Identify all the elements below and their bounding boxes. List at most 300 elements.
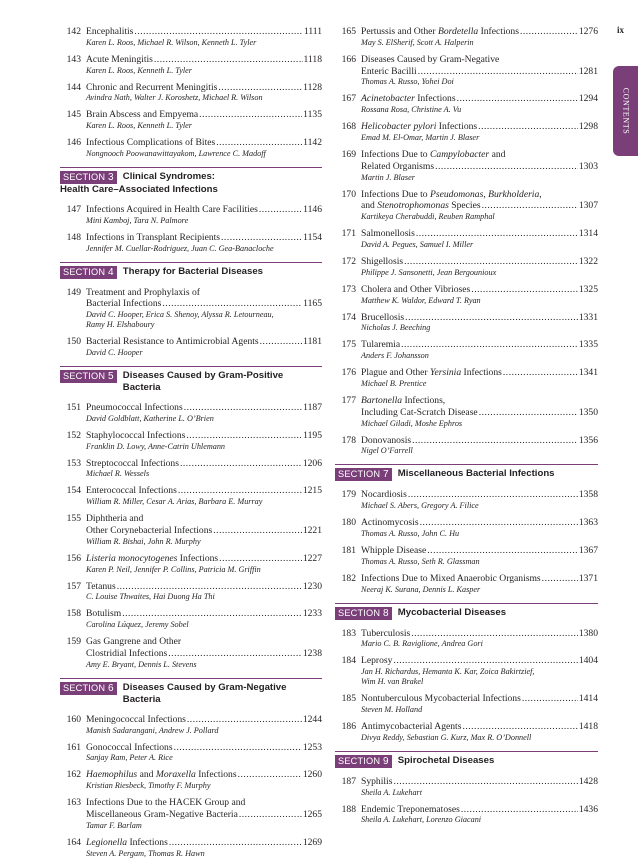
leader-dots (411, 628, 578, 640)
page-reference: 1367 (578, 544, 598, 556)
toc-entry[interactable] (335, 655, 598, 687)
chapter-authors: Avindra Nath, Walter J. Koroshetz, Michael R. Wilson (86, 93, 263, 103)
chapter-number: 147 (66, 203, 81, 215)
chapter-title-line (361, 256, 598, 268)
chapter-title-block (86, 109, 322, 121)
leader-dots (239, 809, 302, 821)
page-reference: 1303 (578, 160, 598, 172)
chapter-title-block (86, 402, 322, 414)
leader-dots (478, 121, 578, 133)
toc-entry[interactable] (60, 714, 322, 736)
chapter-title-block (86, 513, 322, 537)
chapter-title-line (86, 742, 322, 754)
toc-entry-row (60, 608, 322, 620)
chapter-title-block (86, 608, 322, 620)
chapter-title-block (361, 517, 598, 529)
toc-entry[interactable] (60, 54, 322, 76)
chapter-title-line (361, 489, 598, 501)
page-reference: 1380 (578, 627, 598, 639)
chapter-title: Infections Due to the HACEK Group and (86, 797, 246, 809)
toc-entry-row (335, 655, 598, 667)
toc-entry[interactable] (335, 721, 598, 743)
chapter-title-block (361, 339, 598, 351)
chapter-title-line (361, 284, 598, 296)
chapter-authors: William R. Miller, Cesar A. Arias, Barbara E. Murray (86, 497, 263, 507)
toc-entry-row (60, 402, 322, 414)
chapter-title: Treatment and Prophylaxis of (86, 286, 200, 298)
chapter-title: and Stenotrophomonas Species (361, 200, 481, 212)
chapter-number: 153 (66, 457, 81, 469)
toc-entry-row (60, 336, 322, 348)
leader-dots (117, 581, 302, 593)
section-number: 4 (108, 266, 114, 278)
chapter-title-block (86, 769, 322, 781)
page-reference: 1341 (578, 367, 598, 379)
chapter-authors: Tamar F. Barlam (86, 820, 142, 830)
page-reference: 1276 (578, 26, 598, 37)
chapter-title: Encephalitis (86, 26, 134, 37)
section-label: SECTION (338, 755, 383, 766)
leader-dots (218, 82, 302, 94)
toc-entry[interactable] (335, 628, 598, 650)
chapter-authors: Jennifer M. Cuellar-Rodriguez, Juan C. Gea-Banacloche (86, 243, 274, 253)
section-rule (60, 678, 322, 679)
toc-entry[interactable] (335, 149, 598, 183)
toc-entry-row (335, 545, 598, 557)
leader-dots (169, 837, 302, 849)
toc-entry[interactable] (335, 121, 598, 143)
contents-side-tab (613, 66, 638, 156)
chapter-number: 163 (66, 797, 81, 809)
page-number: ix (616, 25, 624, 35)
page-reference: 1414 (578, 693, 598, 705)
toc-entry-row (60, 430, 322, 442)
chapter-authors: May S. ElSherif, Scott A. Halperin (361, 37, 474, 47)
chapter-title-block (361, 573, 598, 585)
chapter-title-block (361, 721, 598, 733)
chapter-title: Nocardiosis (361, 489, 407, 501)
section-heading (335, 468, 598, 481)
page-reference: 1335 (578, 339, 598, 351)
section-heading (60, 370, 322, 394)
page-reference: 1128 (303, 81, 322, 93)
chapter-title-line (86, 109, 322, 121)
chapter-number: 164 (66, 836, 81, 848)
chapter-title-line (86, 608, 322, 620)
side-tab-label: CONTENTS (621, 87, 630, 135)
page-reference: 1118 (303, 53, 322, 65)
chapter-authors: Thomas A. Russo, John C. Hu (361, 528, 460, 538)
chapter-title-block (86, 714, 322, 726)
toc-entry[interactable] (60, 742, 322, 764)
toc-entry-row (60, 485, 322, 497)
chapter-authors: Michael S. Abers, Gregory A. Filice (361, 501, 479, 511)
toc-entry-row (60, 553, 322, 565)
leader-dots (187, 714, 302, 726)
chapter-authors: Martin J. Blaser (361, 172, 415, 182)
chapter-title: Clostridial Infections (86, 647, 168, 659)
chapter-title-line (86, 769, 322, 781)
section-badge (60, 171, 117, 184)
page-reference: 1154 (303, 231, 322, 243)
toc-entry-row (335, 721, 598, 733)
chapter-title-block (361, 121, 598, 133)
leader-dots (503, 367, 578, 379)
toc-entry-row (60, 232, 322, 244)
chapter-title: Meningococcal Infections (86, 713, 186, 725)
chapter-title-line (361, 93, 598, 105)
chapter-number: 166 (341, 53, 356, 65)
chapter-title: Haemophilus and Moraxella Infections (86, 769, 237, 781)
section-badge (335, 468, 392, 481)
page-reference: 1281 (578, 65, 598, 77)
chapter-title-line (361, 776, 598, 788)
toc-entry[interactable] (60, 485, 322, 507)
section-label: SECTION (63, 171, 108, 182)
chapter-title-block (86, 485, 322, 497)
section-header (60, 678, 322, 706)
chapter-title-block (86, 636, 322, 660)
chapter-title-block (361, 693, 598, 705)
section-rule (335, 603, 598, 604)
toc-entry[interactable] (335, 228, 598, 250)
toc-entry[interactable] (60, 137, 322, 159)
chapter-title: Whipple Disease (361, 544, 427, 556)
chapter-title-line (86, 458, 322, 470)
chapter-title-block (361, 655, 598, 667)
chapter-title-line (86, 336, 322, 348)
page-reference: 1363 (578, 517, 598, 529)
chapter-number: 158 (66, 608, 81, 620)
chapter-title: Tetanus (86, 580, 116, 592)
section-header (335, 751, 598, 768)
chapter-number: 187 (341, 775, 356, 787)
toc-entry[interactable] (335, 517, 598, 539)
toc-entry[interactable] (335, 395, 598, 429)
leader-dots (401, 339, 578, 351)
toc-entry[interactable] (335, 367, 598, 389)
chapter-title-block (361, 284, 598, 296)
toc-entry[interactable] (335, 312, 598, 334)
chapter-authors: Matthew K. Waldor, Edward T. Ryan (361, 295, 481, 305)
toc-entry[interactable] (60, 608, 322, 630)
chapter-authors: David C. Hooper, Erica S. Shenoy, Alyssa R. Letourneau, (86, 310, 274, 320)
toc-entry-row (335, 149, 598, 173)
section-heading (60, 682, 322, 706)
toc-entry-row (335, 93, 598, 105)
toc-entry-row (335, 435, 598, 447)
chapter-authors: David C. Hooper (86, 347, 143, 357)
section-header (60, 366, 322, 394)
chapter-title: Including Cat-Scratch Disease (361, 406, 478, 418)
toc-entry[interactable] (60, 581, 322, 603)
chapter-title-block (86, 287, 322, 311)
chapter-title-block (86, 553, 322, 565)
page-reference: 1350 (578, 406, 598, 418)
chapter-title: Syphilis (361, 775, 393, 787)
leader-dots (259, 204, 302, 216)
toc-entry[interactable] (60, 232, 322, 254)
chapter-authors: Carolina Lúquez, Jeremy Sobel (86, 620, 189, 630)
toc-entry-row (60, 26, 322, 38)
chapter-title-block (86, 430, 322, 442)
toc-right-column (335, 26, 598, 831)
toc-entry[interactable] (335, 93, 598, 115)
section-number: 8 (383, 607, 389, 619)
chapter-number: 154 (66, 485, 81, 497)
section-label: SECTION (338, 469, 383, 480)
toc-entry[interactable] (60, 769, 322, 791)
chapter-title: Pertussis and Other Bordetella Infections (361, 26, 519, 37)
page-reference: 1233 (302, 608, 322, 620)
chapter-number: 179 (341, 489, 356, 501)
leader-dots (219, 553, 302, 565)
chapter-title: Helicobacter pylori Infections (361, 121, 478, 133)
section-header (60, 262, 322, 279)
leader-dots (520, 26, 578, 38)
chapter-title: Infections Due to Mixed Anaerobic Organisms (361, 572, 541, 584)
chapter-authors: Kristian Riesbeck, Timothy F. Murphy (86, 781, 211, 791)
toc-entry-row (335, 517, 598, 529)
chapter-authors: Mario C. B. Raviglione, Andrea Gori (361, 639, 483, 649)
chapter-title: Listeria monocytogenes Infections (86, 552, 219, 564)
section-rule (60, 366, 322, 367)
toc-entry[interactable] (335, 256, 598, 278)
toc-entry[interactable] (335, 545, 598, 567)
chapter-authors: Thomas A. Russo, Seth R. Glassman (361, 556, 480, 566)
leader-dots (162, 298, 302, 310)
chapter-number: 172 (341, 255, 356, 267)
chapter-number: 160 (66, 713, 81, 725)
chapter-title-block (86, 336, 322, 348)
chapter-number: 167 (341, 93, 356, 105)
chapter-title: Other Corynebacterial Infections (86, 524, 213, 536)
chapter-authors: Michael Giladi, Moshe Ephros (361, 418, 463, 428)
chapter-title: Salmonellosis (361, 228, 415, 240)
chapter-authors: Anders F. Johansson (361, 351, 429, 361)
toc-entry-row (60, 797, 322, 821)
chapter-title-line (361, 655, 598, 667)
section-label: SECTION (338, 607, 383, 618)
leader-dots (180, 458, 302, 470)
leader-dots (408, 489, 578, 501)
leader-dots (542, 573, 578, 585)
chapter-title: Pneumococcal Infections (86, 401, 183, 413)
toc-entry[interactable] (60, 458, 322, 480)
chapter-title-block (361, 489, 598, 501)
chapter-number: 177 (341, 394, 356, 406)
chapter-number: 175 (341, 339, 356, 351)
section-rule (60, 167, 322, 168)
leader-dots (238, 769, 302, 781)
chapter-authors: Sanjay Ram, Peter A. Rice (86, 753, 173, 763)
chapter-title-line (86, 137, 322, 149)
chapter-title-block (361, 776, 598, 788)
chapter-title: Actinomycosis (361, 517, 419, 529)
chapter-authors: Nongnooch Poowanawittayakom, Lawrence C. Madoff (86, 148, 266, 158)
section-title-line2: Health Care–Associated Infections (60, 183, 218, 195)
toc-entry[interactable] (335, 693, 598, 715)
toc-entry[interactable] (335, 26, 598, 48)
chapter-authors: Nigel O’Farrell (361, 446, 413, 456)
chapter-title-line (86, 26, 322, 38)
chapter-authors: Steven M. Holland (361, 704, 423, 714)
toc-entry-row (60, 636, 322, 660)
chapter-title-line (86, 809, 322, 821)
chapter-number: 159 (66, 636, 81, 648)
toc-entry[interactable] (60, 402, 322, 424)
toc-entry-row (60, 137, 322, 149)
toc-entry[interactable] (335, 573, 598, 595)
chapter-number: 152 (66, 429, 81, 441)
chapter-number: 178 (341, 434, 356, 446)
chapter-title: Bacterial Infections (86, 298, 162, 310)
toc-entry[interactable] (60, 553, 322, 575)
toc-entry[interactable] (60, 82, 322, 104)
chapter-title-block (86, 581, 322, 593)
toc-entry-row (335, 693, 598, 705)
page-reference: 1244 (302, 713, 322, 725)
chapter-number: 186 (341, 720, 356, 732)
chapter-title-block (361, 545, 598, 557)
toc-entry-row (60, 204, 322, 216)
chapter-title: Infections in Transplant Recipients (86, 231, 221, 243)
chapter-authors: Franklin D. Lowy, Anne-Catrin Uhlemann (86, 441, 226, 451)
section-badge (60, 266, 117, 279)
page-reference: 1265 (302, 808, 322, 820)
page-reference: 1356 (578, 434, 598, 446)
chapter-title-block (361, 395, 598, 419)
page-reference: 1111 (303, 26, 322, 37)
chapter-number: 174 (341, 311, 356, 323)
toc-entry[interactable] (335, 54, 598, 88)
page-reference: 1325 (578, 283, 598, 295)
chapter-authors: Emad M. El-Omar, Martin J. Blaser (361, 132, 480, 142)
toc-entry[interactable] (335, 284, 598, 306)
chapter-title-block (86, 837, 322, 849)
chapter-title: Nontuberculous Mycobacterial Infections (361, 693, 521, 705)
section-number: 9 (383, 755, 389, 767)
chapter-authors: Michael B. Prentice (361, 378, 427, 388)
chapter-number: 181 (341, 544, 356, 556)
chapter-title: Infections Due to Pseudomonas, Burkholderia, (361, 188, 542, 200)
toc-entry[interactable] (335, 189, 598, 223)
chapter-authors: William R. Bishai, John R. Murphy (86, 536, 201, 546)
toc-entry-row (60, 769, 322, 781)
toc-entry[interactable] (335, 489, 598, 511)
leader-dots (216, 137, 302, 149)
chapter-title: Acute Meningitis (86, 53, 153, 65)
page-reference: 1298 (578, 121, 598, 133)
page-reference: 1428 (578, 775, 598, 787)
chapter-title: Infectious Complications of Bites (86, 137, 216, 149)
toc-entry-row (335, 573, 598, 585)
section-heading (60, 171, 322, 184)
chapter-authors: David A. Pegues, Samuel I. Miller (361, 239, 474, 249)
section-title: Therapy for Bacterial Diseases (122, 265, 264, 277)
chapter-authors: Kartikeya Cherabuddi, Reuben Ramphal (361, 212, 495, 222)
leader-dots (221, 232, 302, 244)
chapter-title-line (361, 804, 598, 816)
toc-entry-row (335, 776, 598, 788)
chapter-authors: Karen L. Roos, Kenneth L. Tyler (86, 65, 192, 75)
chapter-title-block (86, 204, 322, 216)
toc-entry[interactable] (335, 776, 598, 798)
chapter-number: 148 (66, 231, 81, 243)
toc-entry[interactable] (60, 797, 322, 831)
toc-entry[interactable] (60, 837, 322, 859)
page-reference: 1418 (578, 720, 598, 732)
chapter-title: Legionella Infections (86, 836, 168, 848)
chapter-title-block (361, 312, 598, 324)
toc-entry[interactable] (60, 287, 322, 331)
chapter-title: Leprosy (361, 655, 393, 667)
leader-dots (260, 336, 303, 348)
leader-dots (174, 742, 302, 754)
section-badge (335, 607, 392, 620)
section-title: Spirochetal Diseases (397, 754, 495, 766)
leader-dots (404, 256, 578, 268)
toc-entry-row (335, 121, 598, 133)
chapter-number: 165 (341, 26, 356, 37)
leader-dots (418, 66, 578, 78)
toc-entry[interactable] (60, 204, 322, 226)
chapter-title-line (361, 228, 598, 240)
chapter-title-line (361, 312, 598, 324)
toc-entry[interactable] (60, 636, 322, 670)
section-header (335, 464, 598, 481)
leader-dots (457, 93, 578, 105)
chapter-title: Antimycobacterial Agents (361, 720, 462, 732)
toc-entry-row (60, 458, 322, 470)
chapter-title-line (86, 204, 322, 216)
chapter-title-line (361, 161, 598, 173)
chapter-title-line (86, 648, 322, 660)
leader-dots (435, 161, 578, 173)
toc-entry-row (335, 284, 598, 296)
chapter-title-line (86, 714, 322, 726)
leader-dots (412, 435, 578, 447)
toc-entry[interactable] (335, 339, 598, 361)
chapter-number: 146 (66, 137, 81, 149)
toc-entry-row (335, 804, 598, 816)
toc-entry[interactable] (335, 804, 598, 826)
chapter-number: 169 (341, 148, 356, 160)
section-heading (60, 266, 322, 279)
toc-entry-row (60, 287, 322, 311)
toc-entry[interactable] (335, 435, 598, 457)
chapter-number: 173 (341, 283, 356, 295)
page-reference: 1371 (578, 572, 598, 584)
leader-dots (462, 721, 577, 733)
toc-entry[interactable] (60, 26, 322, 48)
chapter-authors: Thomas A. Russo, Yohei Doi (361, 77, 454, 87)
chapter-number: 180 (341, 517, 356, 529)
chapter-title-block (361, 189, 598, 213)
page-reference: 1269 (302, 836, 322, 848)
toc-entry[interactable] (60, 430, 322, 452)
chapter-number: 185 (341, 693, 356, 705)
toc-entry[interactable] (60, 109, 322, 131)
chapter-title-block (361, 256, 598, 268)
chapter-authors: David Goldblatt, Katherine L. O’Brien (86, 413, 214, 423)
section-badge (60, 682, 117, 695)
page-reference: 1187 (303, 401, 322, 413)
toc-entry[interactable] (60, 513, 322, 547)
toc-entry[interactable] (60, 336, 322, 358)
leader-dots (416, 228, 578, 240)
chapter-title: Streptococcal Infections (86, 457, 179, 469)
